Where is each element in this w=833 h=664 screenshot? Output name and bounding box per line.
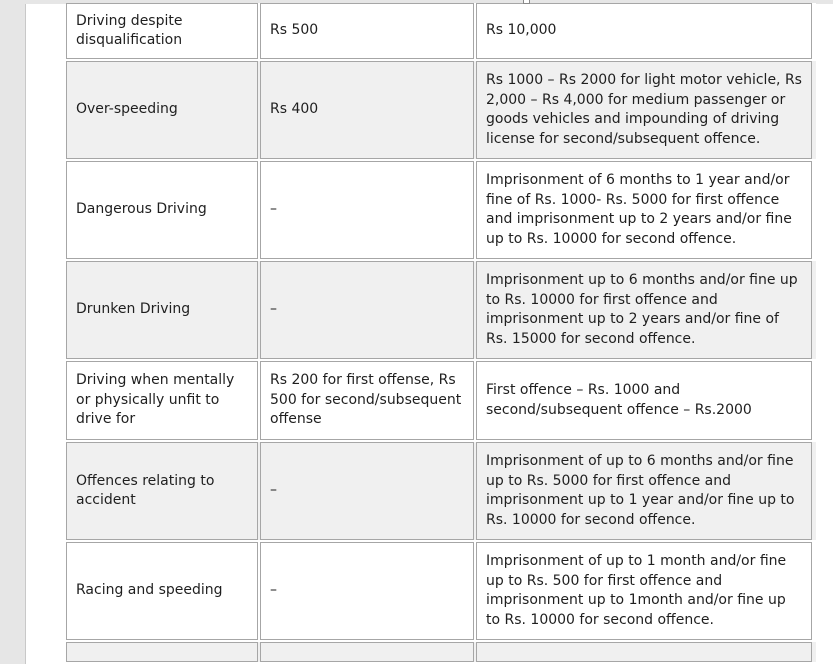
table-row	[66, 542, 816, 640]
new-penalty-cell[interactable]: Imprisonment up to 6 months and/or fine up to Rs. 10000 for first offence and imprisonment up to 2 years and/or fine of Rs. 15000 for second offence.	[476, 261, 812, 359]
table-row	[66, 361, 816, 440]
new-penalty-cell[interactable]: Imprisonment of up to 1 month and/or fine up to Rs. 500 for first offence and imprisonment up to 1month and/or fine up to Rs. 10000 for second offence.	[476, 542, 812, 640]
offence-cell[interactable]: Driving when mentally or physically unfit to drive for	[66, 361, 258, 440]
offence-cell[interactable]: Drunken Driving	[66, 261, 258, 359]
old-penalty-cell[interactable]: –	[260, 542, 474, 640]
old-penalty-cell[interactable]: Rs 400	[260, 61, 474, 159]
offence-cell[interactable]: Driving despite disqualification	[66, 3, 258, 59]
old-penalty-cell[interactable]: –	[260, 442, 474, 540]
old-penalty-cell[interactable]: Rs 200 for first offense, Rs 500 for second/subsequent offense	[260, 361, 474, 440]
old-penalty-cell-empty[interactable]	[260, 642, 474, 662]
table-row	[66, 161, 816, 259]
page-left-margin	[26, 4, 66, 664]
penalty-table	[66, 3, 816, 664]
offence-cell-empty[interactable]	[66, 642, 258, 662]
old-penalty-cell[interactable]: Rs 500	[260, 3, 474, 59]
new-penalty-cell[interactable]: Rs 1000 – Rs 2000 for light motor vehicle, Rs 2,000 – Rs 4,000 for medium passenger or goods vehicles and impounding of driving license for second/subsequent offence.	[476, 61, 812, 159]
table-row	[66, 3, 816, 59]
table-resize-handle[interactable]	[523, 0, 530, 4]
new-penalty-cell[interactable]: Imprisonment of 6 months to 1 year and/or fine of Rs. 1000- Rs. 5000 for first offence and imprisonment up to 2 years and/or fine up to Rs. 10000 for second offence.	[476, 161, 812, 259]
table-row	[66, 61, 816, 159]
old-penalty-cell[interactable]: –	[260, 261, 474, 359]
table-row	[66, 261, 816, 359]
new-penalty-cell[interactable]: Imprisonment of up to 6 months and/or fine up to Rs. 5000 for first offence and imprisonment up to 1 year and/or fine up to Rs. 10000 for second offence.	[476, 442, 812, 540]
table-row	[66, 442, 816, 540]
document-page	[25, 4, 833, 664]
offence-cell[interactable]: Over-speeding	[66, 61, 258, 159]
new-penalty-cell[interactable]: Rs 10,000	[476, 3, 812, 59]
offence-cell[interactable]: Racing and speeding	[66, 542, 258, 640]
new-penalty-cell-empty[interactable]	[476, 642, 812, 662]
old-penalty-cell[interactable]: –	[260, 161, 474, 259]
table-row-partial	[66, 642, 816, 662]
new-penalty-cell[interactable]: First offence – Rs. 1000 and second/subsequent offence – Rs.2000	[476, 361, 812, 440]
offence-cell[interactable]: Offences relating to accident	[66, 442, 258, 540]
offence-cell[interactable]: Dangerous Driving	[66, 161, 258, 259]
